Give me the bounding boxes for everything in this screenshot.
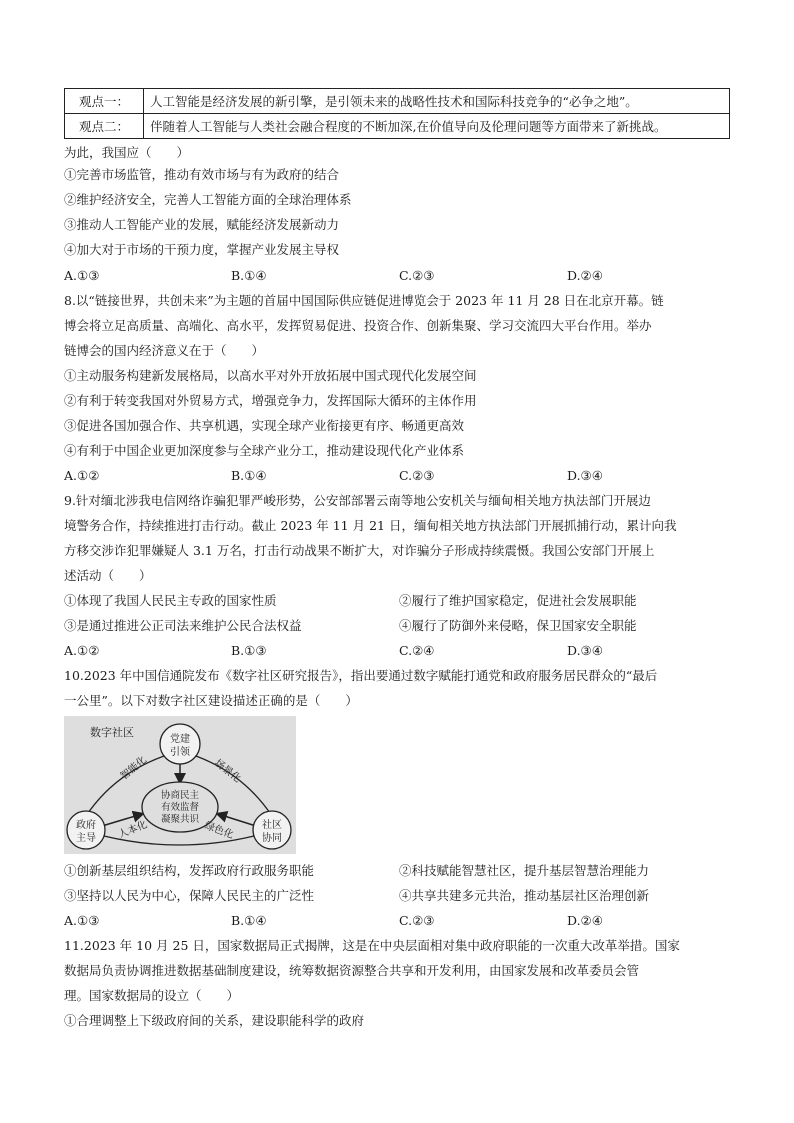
q7-item: ④加大对于市场的干预力度，掌握产业发展主导权 xyxy=(64,242,340,257)
option-b[interactable]: B.①④ xyxy=(231,913,267,928)
q9-item: ①体现了我国人民民主专政的国家性质 xyxy=(64,593,277,608)
q10-stem-line: 10.2023 年中国信通院发布《数字社区研究报告》，指出要通过数字赋能打通党和政府服务居民群众的“最后 xyxy=(64,668,658,683)
q9-options xyxy=(64,641,664,661)
q8-stem-line: 8.以“链接世界，共创未来”为主题的首届中国国际供应链促进博览会于 2023 年 11 月 28 日在北京开幕。链 xyxy=(64,293,664,308)
q9-item: ③是通过推进公正司法来维护公民合法权益 xyxy=(64,618,302,633)
option-c[interactable]: C.②③ xyxy=(399,468,435,483)
q10-item: ①创新基层组织结构，发挥政府行政服务职能 xyxy=(64,863,315,878)
q11-stem-line: 数据局负责协调推进数据基础制度建设，统筹数据资源整合共享和开发利用，由国家发展和改革委员会管 xyxy=(64,963,640,978)
center-text: 凝聚共识 xyxy=(160,814,200,825)
q8-item: ③促进各国加强合作、共享机遇，实现全球产业衔接更有序、畅通更高效 xyxy=(64,418,465,433)
edge-label: 场景化 xyxy=(212,757,243,785)
q9-item: ②履行了维护国家稳定，促进社会发展职能 xyxy=(399,593,637,608)
option-b[interactable]: B.①④ xyxy=(231,268,267,283)
q9-items-row xyxy=(64,591,744,611)
q7-stem: 为此，我国应（ ） xyxy=(64,145,190,160)
arrow-left xyxy=(218,814,256,826)
q8-item: ①主动服务构建新发展格局，以高水平对外开放拓展中国式现代化发展空间 xyxy=(64,368,477,383)
edge-label: 智能化 xyxy=(118,754,149,783)
viewpoint-label: 观点二： xyxy=(65,114,144,139)
node-text: 政府 xyxy=(76,820,96,831)
table-row xyxy=(65,114,730,139)
q9-item: ④履行了防御外来侵略，保卫国家安全职能 xyxy=(399,618,637,633)
q9-stem-line: 境警务合作，持续推进打击行动。截止 2023 年 11 月 21 日，缅甸相关地方执法部门开展抓捕行动，累计向我 xyxy=(64,518,677,533)
q11-stem-line: 11.2023 年 10 月 25 日，国家数据局正式揭牌，这是在中央层面相对集中政府职能的一次重大改革举措。国家 xyxy=(64,938,680,953)
table-row xyxy=(65,89,730,114)
q10-stem-line: 一公里”。以下对数字社区建设描述正确的是（ ） xyxy=(64,693,358,708)
center-text: 协商民主 xyxy=(160,790,200,801)
option-a[interactable]: A.①② xyxy=(64,643,100,658)
q10-options xyxy=(64,911,664,931)
q10-item: ④共享共建多元共治，推动基层社区治理创新 xyxy=(399,888,650,903)
node-text: 社区 xyxy=(262,820,282,831)
edge-label: 人本化 xyxy=(117,819,149,841)
q9-stem-line: 9.针对缅北涉我电信网络诈骗犯罪严峻形势，公安部部署云南等地公安机关与缅甸相关地方执法部门开展边 xyxy=(64,493,651,508)
option-d[interactable]: D.②④ xyxy=(567,268,603,283)
option-a[interactable]: A.①② xyxy=(64,468,100,483)
center-text: 有效监督 xyxy=(160,802,200,813)
option-b[interactable]: B.①④ xyxy=(231,468,267,483)
edge-label: 绿色化 xyxy=(202,820,235,842)
q7-item: ②维护经济安全，完善人工智能方面的全球治理体系 xyxy=(64,192,352,207)
option-b[interactable]: B.①③ xyxy=(231,643,267,658)
q8-item: ④有利于中国企业更加深度参与全球产业分工，推动建设现代化产业体系 xyxy=(64,443,465,458)
option-c[interactable]: C.②④ xyxy=(399,643,435,658)
node-text: 党建 xyxy=(170,734,190,745)
diagram-svg xyxy=(64,716,296,854)
q11-stem-line: 理。国家数据局的设立（ ） xyxy=(64,988,240,1003)
option-d[interactable]: D.③④ xyxy=(567,468,603,483)
node-text: 主导 xyxy=(76,833,96,844)
option-c[interactable]: C.②③ xyxy=(399,268,435,283)
q11-item: ①合理调整上下级政府间的关系，建设职能科学的政府 xyxy=(64,1013,365,1028)
q9-stem-line: 述活动（ ） xyxy=(64,568,152,583)
option-a[interactable]: A.①③ xyxy=(64,913,100,928)
q7-item: ①完善市场监管，推动有效市场与有为政府的结合 xyxy=(64,167,340,182)
q10-item: ②科技赋能智慧社区，提升基层智慧治理能力 xyxy=(399,863,650,878)
option-a[interactable]: A.①③ xyxy=(64,268,100,283)
q10-items-row xyxy=(64,886,744,906)
option-d[interactable]: D.②④ xyxy=(567,913,603,928)
diagram-title: 数字社区 xyxy=(90,726,134,739)
q9-items-row xyxy=(64,616,744,636)
option-d[interactable]: D.③④ xyxy=(567,643,603,658)
q8-stem-line: 博会将立足高质量、高端化、高水平，发挥贸易促进、投资合作、创新集聚、学习交流四大平台作用。举办 xyxy=(64,318,652,333)
q7-options xyxy=(64,266,664,286)
node-text: 协同 xyxy=(262,833,282,844)
q10-item: ③坚持以人民为中心，保障人民民主的广泛性 xyxy=(64,888,315,903)
viewpoint-label: 观点一： xyxy=(65,89,144,114)
node-text: 引领 xyxy=(170,747,190,758)
q8-item: ②有利于转变我国对外贸易方式，增强竞争力，发挥国际大循环的主体作用 xyxy=(64,393,477,408)
viewpoint-text: 伴随着人工智能与人类社会融合程度的不断加深,在价值导向及伦理问题等方面带来了新挑战。 xyxy=(144,114,730,139)
q10-items-row xyxy=(64,861,744,881)
q8-stem-line: 链博会的国内经济意义在于（ ） xyxy=(64,343,265,358)
q7-item: ③推动人工智能产业的发展，赋能经济发展新动力 xyxy=(64,217,340,232)
viewpoint-text: 人工智能是经济发展的新引擎，是引领未来的战略性技术和国际科技竞争的“必争之地”。 xyxy=(144,89,730,114)
q8-options xyxy=(64,466,664,486)
digital-community-diagram xyxy=(64,716,296,854)
option-c[interactable]: C.②③ xyxy=(399,913,435,928)
q9-stem-line: 方移交涉诈犯罪嫌疑人 3.1 万名，打击行动战果不断扩大，对诈骗分子形成持续震慑。我国公安部门开展上 xyxy=(64,543,655,558)
viewpoint-table xyxy=(64,88,730,139)
